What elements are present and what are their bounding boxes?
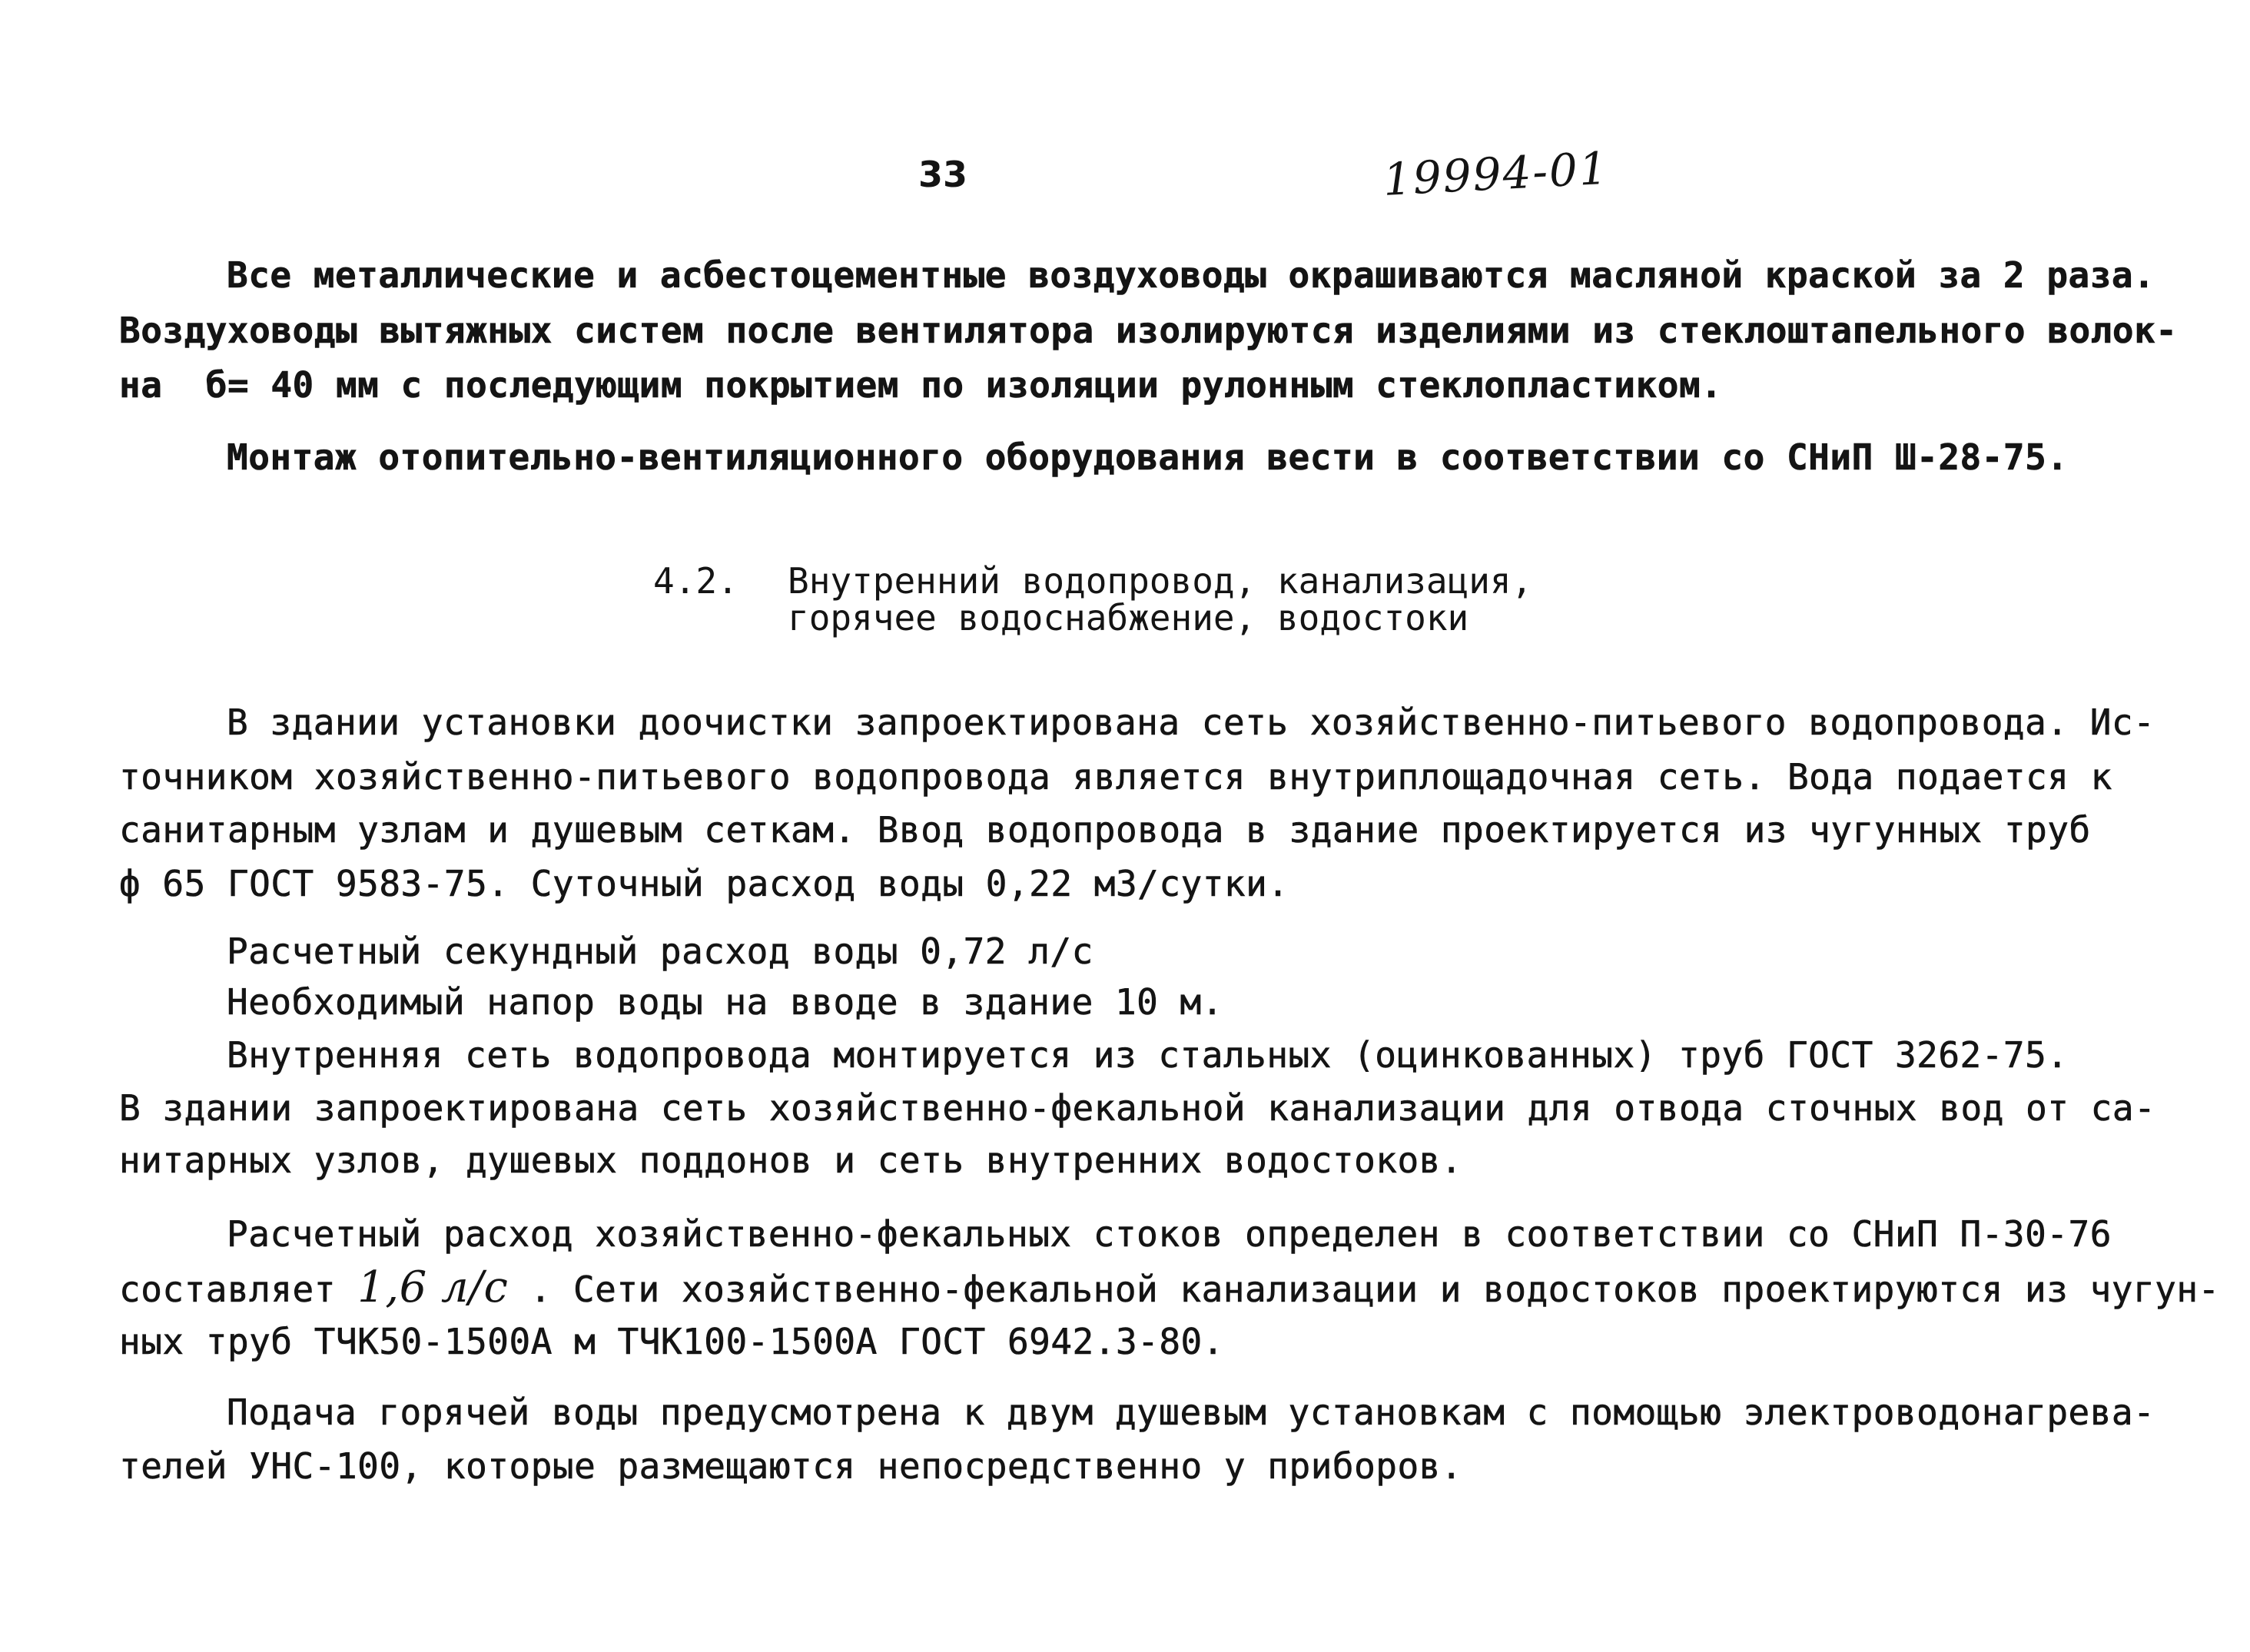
section-title-line2: горячее водоснабжение, водостоки [788, 597, 1469, 639]
montage-paragraph: Монтаж отопительно-вентиляционного оборудования вести в соответствии со СНиП Ш-28-75. [227, 436, 2069, 478]
paragraph-line-with-handwriting [119, 1262, 2220, 1312]
calc-flow-line: Расчетный секундный расход воды 0,72 л/с [227, 930, 1093, 972]
paragraph-line: Воздуховоды вытяжных систем после вентилятора изолируются изделиями из стеклоштапельного волок- [119, 310, 2178, 351]
paragraph-line: на б= 40 мм с последующим покрытием по изоляции рулонным стеклопластиком. [119, 364, 1723, 406]
paragraph-line: точником хозяйственно-питьевого водопровода является внутриплощадочная сеть. Вода подается к [119, 756, 2112, 798]
paragraph-line: Подача горячей воды предусмотрена к двум душевым установкам с помощью электроводонагрева- [227, 1392, 2155, 1433]
paragraph-line: Все металлические и асбестоцементные воздуховоды окрашиваются масляной краской за 2 раза. [227, 254, 2155, 296]
text-segment: . Сети хозяйственно-фекальной канализации и водостоков проектируются из чугун- [508, 1269, 2220, 1310]
paragraph-line: В здании запроектирована сеть хозяйственно-фекальной канализации для отвода сточных вод от са- [119, 1087, 2156, 1129]
paragraph-line: телей УНС-100, которые размещаются непосредственно у приборов. [119, 1445, 1463, 1487]
paragraph-line: В здании установки доочистки запроектирована сеть хозяйственно-питьевого водопровода. Ис- [227, 702, 2155, 743]
pressure-line: Необходимый напор воды на вводе в здание 10 м. [227, 981, 1223, 1023]
text-segment: составляет [119, 1269, 358, 1310]
paragraph-line: нитарных узлов, душевых поддонов и сеть внутренних водостоков. [119, 1139, 1463, 1181]
paragraph-line: ных труб ТЧК50-1500А м ТЧК100-1500А ГОСТ 6942.3-80. [119, 1321, 1224, 1362]
section-title-line1: Внутренний водопровод, канализация, [788, 560, 1533, 602]
section-number: 4.2. [653, 560, 738, 602]
internal-network-line: Внутренняя сеть водопровода монтируется из стальных (оцинкованных) труб ГОСТ 3262-75. [227, 1034, 2069, 1076]
paragraph-line: ф 65 ГОСТ 9583-75. Суточный расход воды 0,22 м3/сутки. [119, 863, 1289, 904]
page-number: 33 [918, 154, 968, 195]
handwritten-value: 1,6 л/с [357, 1262, 509, 1312]
paragraph-line: санитарным узлам и душевым сеткам. Ввод водопровода в здание проектируется из чугунных труб [119, 809, 2091, 851]
document-code: 19994-01 [1382, 141, 1611, 206]
paragraph-line: Расчетный расход хозяйственно-фекальных стоков определен в соответствии со СНиП П-30-76 [227, 1213, 2112, 1255]
